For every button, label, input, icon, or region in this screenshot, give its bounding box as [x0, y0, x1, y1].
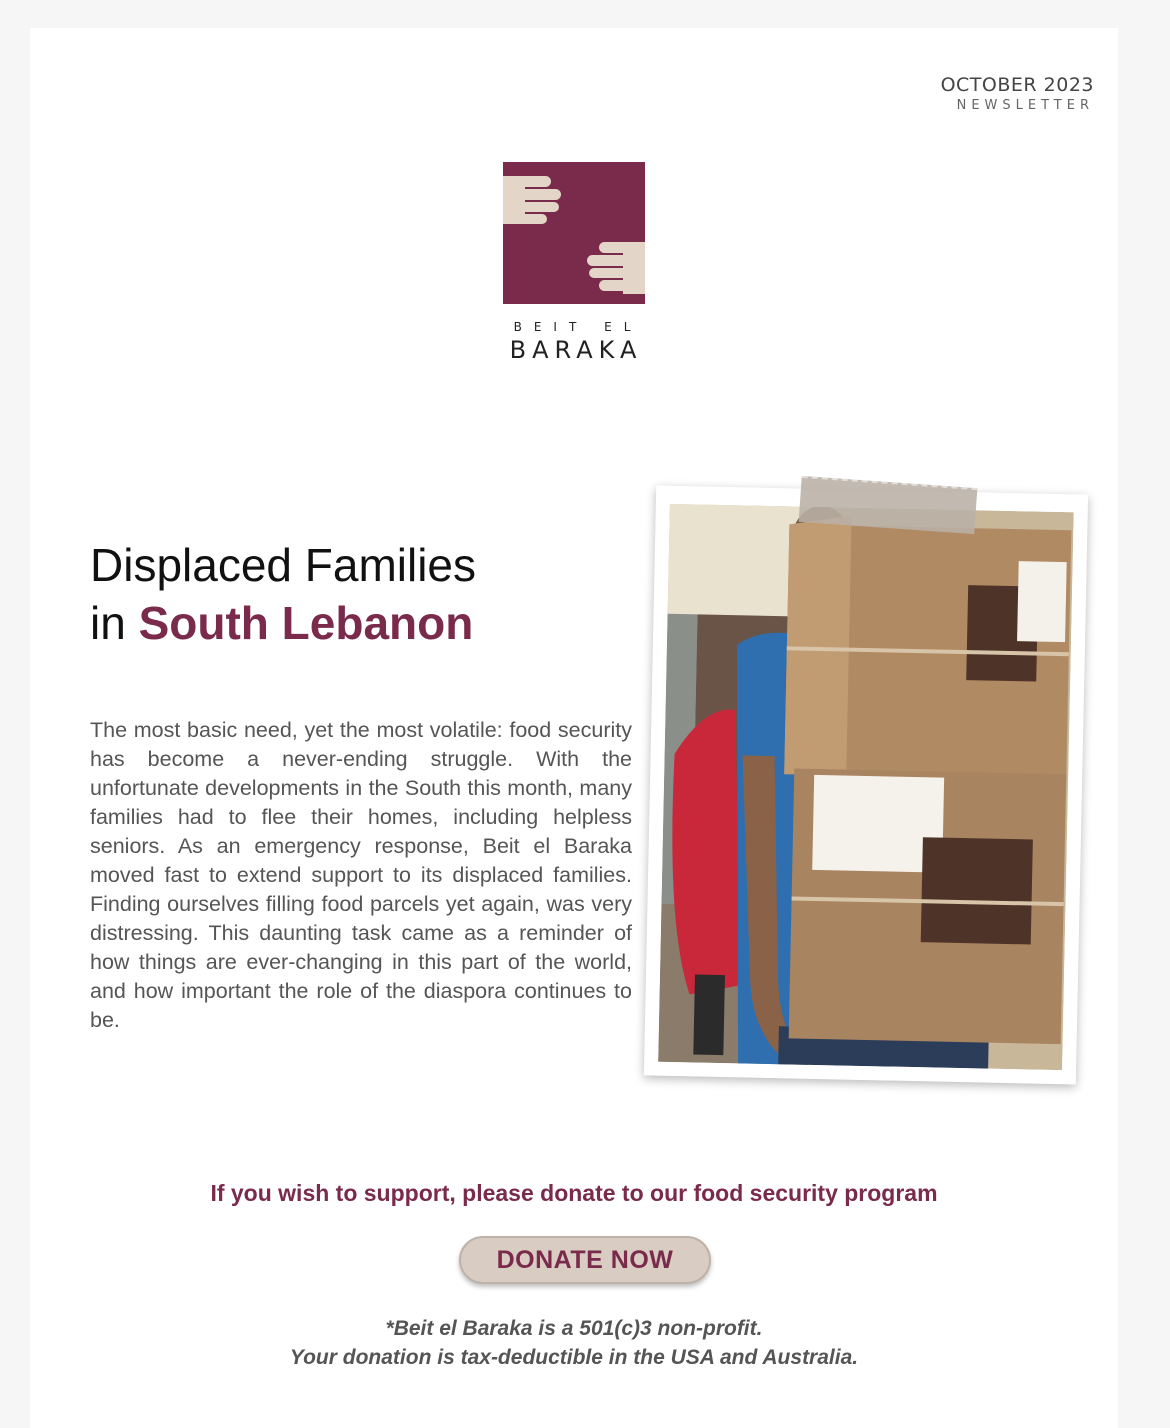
issue-info — [941, 74, 1094, 113]
title-line-1: Displaced Families — [90, 539, 477, 591]
article-title — [90, 536, 476, 652]
issue-label: NEWSLETTER — [956, 98, 1094, 113]
tax-note-line-2: Your donation is tax-deductible in the USA and Australia. — [289, 1346, 859, 1369]
title-accent: South Lebanon — [138, 597, 474, 649]
donation-call-to-action: If you wish to support, please donate to our food security program — [210, 1180, 938, 1206]
tax-note — [30, 1314, 1118, 1372]
newsletter-card — [30, 28, 1118, 1428]
photo-frame — [644, 486, 1088, 1085]
logo-text-small: BEIT EL — [513, 320, 643, 334]
logo-text-large: BARAKA — [509, 336, 643, 364]
article-body: The most basic need, yet the most volatile: food security has become a never-ending struggle. With the unfortunate developments in the South this month, many families had to flee their homes, including helpless seniors. As an emergency response, Beit el Baraka moved fast to extend support to its displaced families. Finding ourselves filling food parcels yet again, was very distressing. This daunting task came as a reminder of how things are ever-changing in this part of the world, and how important the role of the diaspora continues to be. — [90, 718, 632, 1032]
tax-note-line-1: *Beit el Baraka is a 501(c)3 non-profit. — [385, 1317, 763, 1340]
beit-el-baraka-logo — [502, 162, 646, 364]
issue-month: OCTOBER 2023 — [940, 74, 1094, 96]
title-in: in — [90, 597, 126, 649]
title-line-2 — [90, 594, 476, 652]
volunteer-carrying-boxes-photo — [658, 504, 1074, 1070]
hands-logo-icon — [503, 162, 645, 304]
donate-now-button[interactable]: DONATE NOW — [459, 1236, 711, 1284]
